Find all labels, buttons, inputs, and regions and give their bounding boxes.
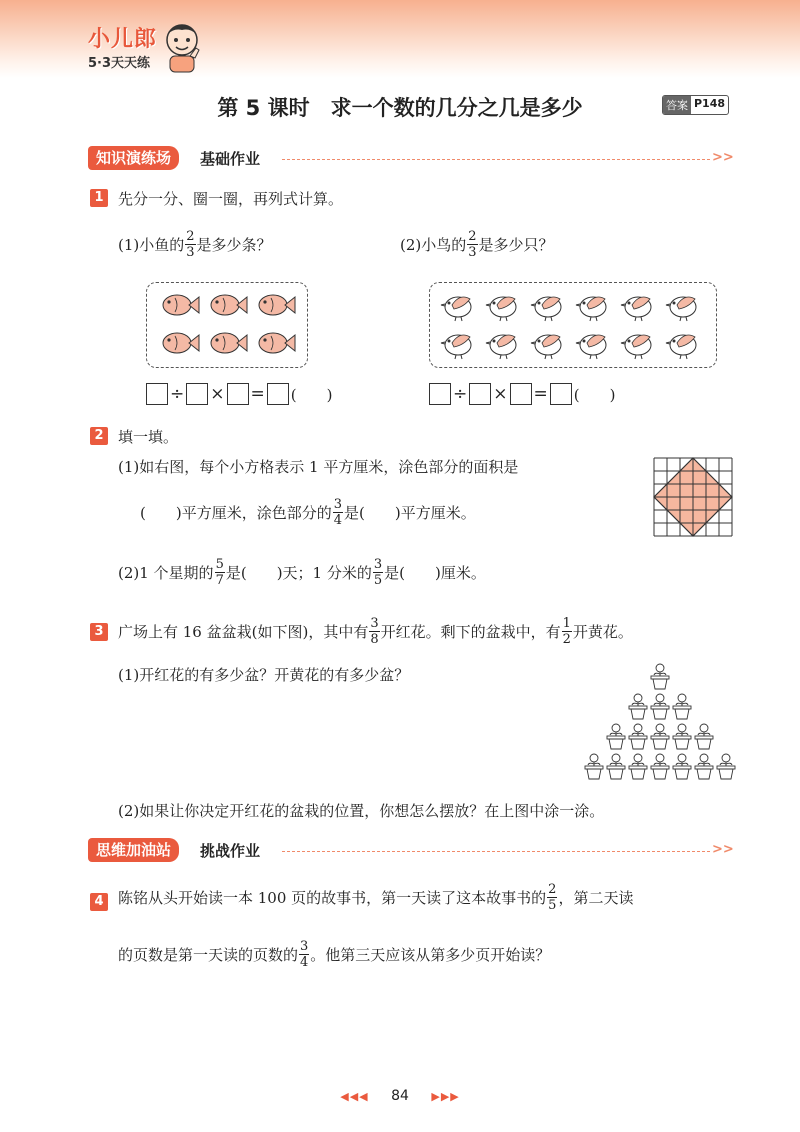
fraction: [373, 558, 383, 587]
divide-sign: ÷: [453, 384, 468, 404]
flowerpot-pyramid: [580, 662, 740, 788]
flowerpot-icon[interactable]: [607, 724, 625, 749]
q2-part1-line2: [140, 498, 476, 527]
bird-icon: [441, 335, 471, 359]
q1a-post: 是多少条？: [196, 236, 272, 254]
bird-icon: [666, 335, 696, 359]
page-footer: [0, 1088, 800, 1104]
answer-box[interactable]: [146, 383, 168, 405]
next-arrows-icon[interactable]: ▶▶▶: [431, 1090, 460, 1103]
multiply-sign: ×: [210, 384, 225, 404]
flowerpot-icon[interactable]: [651, 694, 669, 719]
question-number: 2: [90, 427, 108, 445]
numerator: 3: [300, 939, 309, 954]
equals-sign: =: [533, 384, 548, 404]
q3-stem-a: 广场上有 16 盆盆栽(如下图)，其中有: [118, 623, 369, 641]
denominator: 5: [373, 573, 383, 588]
fraction: [547, 883, 557, 912]
bird-icon: [486, 297, 516, 321]
numerator: 3: [333, 497, 342, 512]
bird-group: [430, 283, 716, 367]
prev-arrows-icon[interactable]: ◀◀◀: [340, 1090, 369, 1103]
flowerpot-icon[interactable]: [673, 694, 691, 719]
section-tag-basic: 知识演练场: [88, 146, 179, 170]
bird-icon: [531, 335, 561, 359]
denominator: 4: [300, 955, 309, 970]
q3-part1: (1)开红花的有多少盆？开黄花的有多少盆？: [118, 666, 410, 684]
numerator: 2: [468, 229, 477, 244]
section-title-basic: 基础作业: [200, 150, 261, 168]
divide-sign: ÷: [170, 384, 185, 404]
denominator: 5: [548, 898, 557, 913]
q2-part1-text-a: ( )平方厘米，涂色部分的: [140, 504, 332, 522]
answer-blank[interactable]: ( ): [290, 385, 333, 404]
q2-part1-line1: (1)如右图，每个小方格表示 1 平方厘米，涂色部分的面积是: [118, 458, 519, 476]
flowerpot-icon[interactable]: [651, 754, 669, 779]
flowerpot-icon[interactable]: [629, 694, 647, 719]
fraction: [467, 230, 477, 259]
q1b-pre: (2)小鸟的: [400, 236, 467, 254]
question-number: 1: [90, 189, 108, 207]
bird-icon: [576, 335, 606, 359]
flowerpot-icon[interactable]: [607, 754, 625, 779]
numerator: 1: [562, 616, 571, 631]
q4-line2-a: 的页数是第一天读的页数的: [118, 946, 299, 964]
denominator: 7: [215, 573, 224, 588]
bird-icon: [441, 297, 471, 321]
q3-stem: [118, 617, 633, 646]
answer-box[interactable]: [469, 383, 491, 405]
question-number: 4: [90, 893, 108, 911]
flowerpot-icon[interactable]: [717, 754, 735, 779]
equals-sign: =: [250, 384, 265, 404]
q4-line1-b: ，第二天读: [558, 889, 634, 907]
q1a-equation: [146, 383, 332, 405]
numerator: 2: [186, 229, 195, 244]
q1b-equation: [429, 383, 615, 405]
flowerpot-icon[interactable]: [629, 754, 647, 779]
denominator: 4: [333, 513, 342, 528]
square-grid-figure: [652, 456, 734, 538]
q4-line2: [118, 940, 550, 969]
section-divider: [282, 851, 710, 852]
fish-icon: [259, 333, 295, 353]
answer-box[interactable]: [227, 383, 249, 405]
bird-frame: [429, 282, 717, 368]
numerator: 5: [215, 557, 224, 572]
q4-line2-b: 。他第三天应该从第多少页开始读？: [310, 946, 551, 964]
denominator: 3: [468, 245, 477, 260]
denominator: 3: [186, 245, 195, 260]
flowerpot-icon[interactable]: [629, 724, 647, 749]
bird-icon: [621, 297, 651, 321]
q1a-pre: (1)小鱼的: [118, 236, 185, 254]
fish-frame: [146, 282, 308, 368]
fish-icon: [211, 295, 247, 315]
q2-part2-text-c: 是( )厘米。: [384, 564, 486, 582]
q2-part2-text-b: 是( )天；1 分米的: [225, 564, 372, 582]
fraction: [299, 940, 309, 969]
section-title-challenge: 挑战作业: [200, 842, 261, 860]
q1b-post: 是多少只？: [478, 236, 554, 254]
q2-part2: [118, 558, 486, 587]
question-prompt: 先分一分、圈一圈，再列式计算。: [118, 190, 344, 208]
fish-icon: [259, 295, 295, 315]
logo-subtitle: 5·3天天练: [88, 56, 151, 71]
answer-label: 答案: [663, 96, 691, 114]
denominator: 8: [370, 632, 379, 647]
q4-line1: [118, 883, 633, 912]
denominator: 2: [562, 632, 571, 647]
q2-part2-text-a: (2)1 个星期的: [118, 564, 214, 582]
chevron-right-icon: >>: [712, 150, 734, 165]
bird-icon: [621, 335, 651, 359]
answer-box[interactable]: [186, 383, 208, 405]
q1-part-b: [400, 230, 554, 259]
flowerpot-icon[interactable]: [673, 724, 691, 749]
fish-icon: [211, 333, 247, 353]
q1-part-a: [118, 230, 272, 259]
question-number: 3: [90, 623, 108, 641]
page-title: 第 5 课时 求一个数的几分之几是多少: [217, 96, 583, 120]
numerator: 3: [370, 616, 379, 631]
flowerpot-icon[interactable]: [695, 724, 713, 749]
fraction: [562, 617, 572, 646]
q3-part2: (2)如果让你决定开红花的盆栽的位置，你想怎么摆放？在上图中涂一涂。: [118, 802, 605, 820]
answer-box[interactable]: [429, 383, 451, 405]
mascot-icon: [162, 18, 202, 76]
numerator: 2: [548, 882, 557, 897]
q3-stem-b: 开红花。剩下的盆栽中，有: [380, 623, 561, 641]
answer-badge[interactable]: [662, 95, 729, 115]
multiply-sign: ×: [493, 384, 508, 404]
q4-line1-a: 陈铭从头开始读一本 100 页的故事书，第一天读了这本故事书的: [118, 889, 547, 907]
bird-icon: [576, 297, 606, 321]
q3-stem-c: 开黄花。: [572, 623, 633, 641]
page-number: 84: [391, 1088, 409, 1104]
logo-text: 小儿郎: [88, 27, 158, 52]
answer-blank[interactable]: ( ): [573, 385, 616, 404]
fraction: [185, 230, 195, 259]
flowerpot-icon[interactable]: [695, 754, 713, 779]
answer-box[interactable]: [267, 383, 289, 405]
section-tag-challenge: 思维加油站: [88, 838, 179, 862]
answer-box[interactable]: [510, 383, 532, 405]
bird-icon: [531, 297, 561, 321]
chevron-right-icon: >>: [712, 842, 734, 857]
bird-icon: [486, 335, 516, 359]
flowerpot-icon[interactable]: [585, 754, 603, 779]
q2-part1-text-b: 是( )平方厘米。: [344, 504, 476, 522]
fish-group: [147, 283, 307, 367]
answer-box[interactable]: [550, 383, 572, 405]
flowerpot-icon[interactable]: [673, 754, 691, 779]
flowerpot-icon[interactable]: [651, 664, 669, 689]
fish-icon: [163, 295, 199, 315]
fraction: [333, 498, 343, 527]
flowerpot-icon[interactable]: [651, 724, 669, 749]
fraction: [369, 617, 379, 646]
numerator: 3: [373, 557, 383, 572]
section-divider: [282, 159, 710, 160]
fraction: [215, 558, 225, 587]
question-prompt: 填一填。: [118, 428, 179, 446]
bird-icon: [666, 297, 696, 321]
answer-page: P148: [694, 97, 726, 110]
fish-icon: [163, 333, 199, 353]
